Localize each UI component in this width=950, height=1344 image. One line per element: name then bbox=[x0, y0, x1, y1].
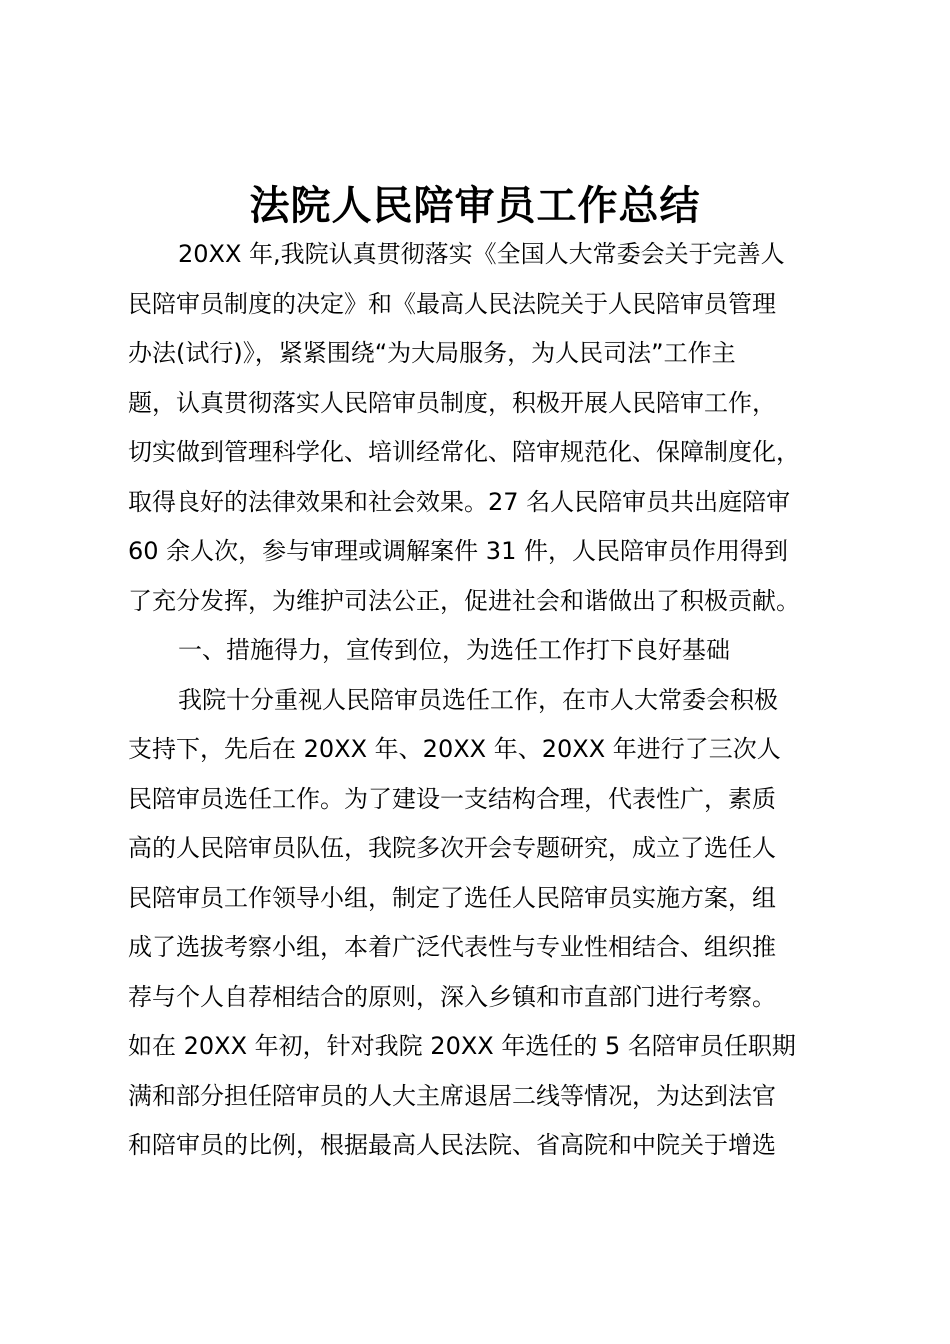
paragraph-line: 20XX 年,我院认真贯彻落实《全国人大常委会关于完善人 bbox=[178, 240, 785, 268]
paragraph-line: 满和部分担任陪审员的人大主席退居二线等情况，为达到法官 bbox=[128, 1081, 776, 1110]
paragraph-line: 民陪审员选任工作。为了建设一支结构合理，代表性广，素质 bbox=[128, 784, 776, 813]
document-title: 法院人民陪审员工作总结 bbox=[249, 182, 701, 229]
paragraph-line: 了充分发挥，为维护司法公正，促进社会和谐做出了积极贡献。 bbox=[128, 586, 800, 615]
paragraph-line: 我院十分重视人民陪审员选任工作，在市人大常委会积极 bbox=[178, 685, 778, 714]
paragraph-line: 如在 20XX 年初，针对我院 20XX 年选任的 5 名陪审员任职期 bbox=[128, 1032, 796, 1060]
paragraph-line: 题，认真贯彻落实人民陪审员制度，积极开展人民陪审工作， bbox=[128, 388, 776, 417]
paragraph-line: 民陪审员制度的决定》和《最高人民法院关于人民陪审员管理 bbox=[128, 289, 776, 318]
paragraph-line: 支持下，先后在 20XX 年、20XX 年、20XX 年进行了三次人 bbox=[128, 735, 781, 763]
paragraph-line: 办法(试行)》，紧紧围绕“为大局服务，为人民司法”工作主 bbox=[128, 339, 736, 367]
paragraph-line: 民陪审员工作领导小组，制定了选任人民陪审员实施方案，组 bbox=[128, 883, 776, 912]
paragraph-line: 荐与个人自荐相结合的原则，深入乡镇和市直部门进行考察。 bbox=[128, 982, 776, 1011]
paragraph-line: 取得良好的法律效果和社会效果。27 名人民陪审员共出庭陪审 bbox=[128, 487, 791, 516]
document-body bbox=[128, 230, 848, 1171]
paragraph-line: 成了选拔考察小组，本着广泛代表性与专业性相结合、组织推 bbox=[128, 933, 776, 961]
paragraph-line: 60 余人次，参与审理或调解案件 31 件，人民陪审员作用得到 bbox=[128, 537, 788, 565]
paragraph-line: 和陪审员的比例，根据最高人民法院、省高院和中院关于增选 bbox=[128, 1131, 776, 1159]
paragraph-line: 高的人民陪审员队伍，我院多次开会专题研究，成立了选任人 bbox=[128, 834, 776, 862]
paragraph-line: 切实做到管理科学化、培训经常化、陪审规范化、保障制度化， bbox=[128, 438, 800, 466]
section-heading: 一、措施得力，宣传到位，为选任工作打下良好基础 bbox=[178, 636, 730, 664]
